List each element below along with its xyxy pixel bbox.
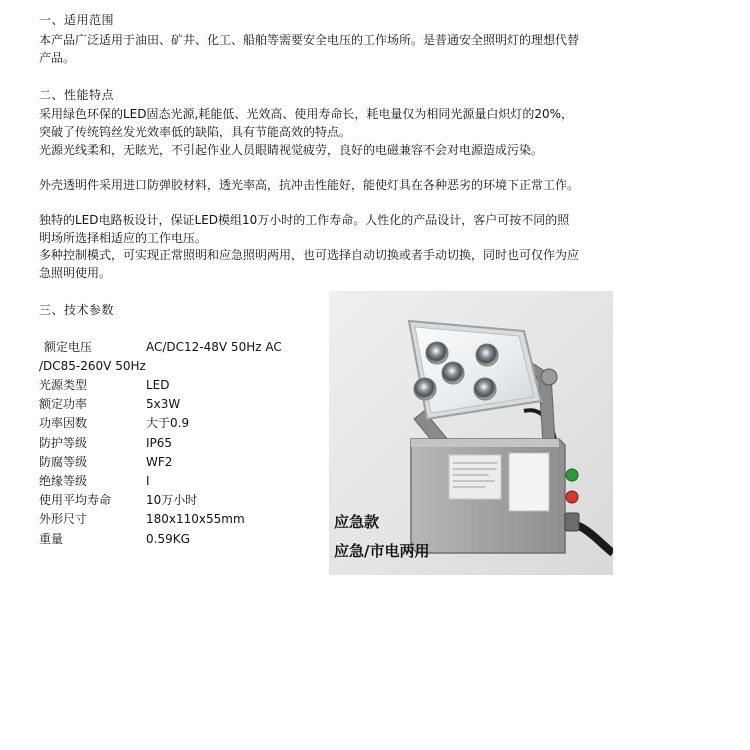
lamp-lens: [415, 327, 534, 413]
section2-paragraph-2: 光源光线柔和，无眩光，不引起作业人员眼睛视觉疲劳，良好的电磁兼容不会对电源造成污染。: [39, 143, 544, 157]
green-indicator-icon: [566, 469, 578, 481]
product-photo: [329, 291, 613, 575]
spec-label: 重量: [39, 531, 64, 546]
section2-heading: 二、性能特点: [39, 88, 115, 102]
lamp-illustration: [329, 291, 613, 575]
led-icon: [414, 378, 436, 400]
spec-row: [39, 530, 309, 549]
box-label-sticker: [509, 453, 549, 511]
red-indicator-icon: [566, 491, 578, 503]
spec-row: [39, 491, 309, 510]
spec-row: [39, 338, 309, 357]
spec-label: 防护等级: [39, 435, 88, 450]
spec-value: IP65: [146, 435, 173, 450]
spec-row: [39, 472, 309, 491]
section2-paragraph-5: 多种控制模式，可实现正常照明和应急照明两用，也可选择自动切换或者手动切换，同时也可仅作为应急照明使用。: [39, 248, 580, 280]
spec-value: 大于0.9: [146, 416, 190, 431]
spec-value-wrap: /DC85-260V 50Hz: [39, 359, 146, 373]
spec-label: 外形尺寸: [39, 512, 88, 527]
spec-row: [39, 395, 309, 414]
spec-table-body: [39, 376, 309, 549]
spec-label: 使用平均寿命: [39, 493, 112, 508]
section2-paragraph-1: 采用绿色环保的LED固态光源,耗能低、光效高、使用寿命长，耗电量仅为相同光源量白炽灯的20%，突破了传统钨丝发光效率低的缺陷，具有节能高效的特点。: [39, 107, 573, 139]
spec-label: 额定功率: [39, 397, 88, 412]
spec-value: WF2: [146, 454, 173, 469]
led-icon: [442, 362, 464, 384]
spec-row: [39, 376, 309, 395]
section2-paragraph-3: 外壳透明件采用进口防弹胶材料，透光率高，抗冲击性能好，能使灯具在各种恶劣的环境下正常工作。: [39, 178, 580, 192]
control-box-top: [411, 439, 559, 447]
led-icon: [474, 378, 496, 400]
led-icon: [476, 344, 498, 366]
spec-value: AC/DC12-48V 50Hz AC: [146, 340, 282, 354]
spec-value: 180x110x55mm: [146, 512, 245, 527]
spec-label: 额定电压: [44, 340, 93, 354]
section1-text: 本产品广泛适用于油田、矿井、化工、船舶等需要安全电压的工作场所。是普通安全照明灯的理想代替产品。: [39, 33, 580, 65]
cable-gland: [565, 513, 579, 531]
spec-label: 防腐等级: [39, 454, 88, 469]
section2-paragraph-4: 独特的LED电路板设计，保证LED模组10万小时的工作寿命。人性化的产品设计，客户可按不同的照明场所选择相适应的工作电压。: [39, 213, 570, 245]
spec-row: [39, 453, 309, 472]
spec-label: 绝缘等级: [39, 473, 88, 488]
spec-row: [39, 434, 309, 453]
bracket-knob: [541, 369, 557, 385]
spec-table: [39, 338, 309, 357]
photo-caption-emergency: 应急款: [334, 513, 380, 531]
spec-value: 10万小时: [146, 493, 198, 508]
spec-row: [39, 510, 309, 529]
section1-heading: 一、适用范围: [39, 13, 115, 27]
spec-value: 5x3W: [146, 397, 181, 412]
spec-label: 光源类型: [39, 378, 88, 392]
spec-value: I: [146, 473, 150, 488]
box-info-plate: [449, 455, 501, 499]
spec-label: 功率因数: [39, 416, 88, 431]
spec-row: [39, 414, 309, 433]
photo-caption-dual-use: 应急/市电两用: [334, 542, 430, 560]
led-icon: [426, 342, 448, 364]
spec-value: LED: [146, 378, 170, 392]
spec-value: 0.59KG: [146, 531, 190, 546]
section3-heading: 三、技术参数: [39, 303, 115, 317]
